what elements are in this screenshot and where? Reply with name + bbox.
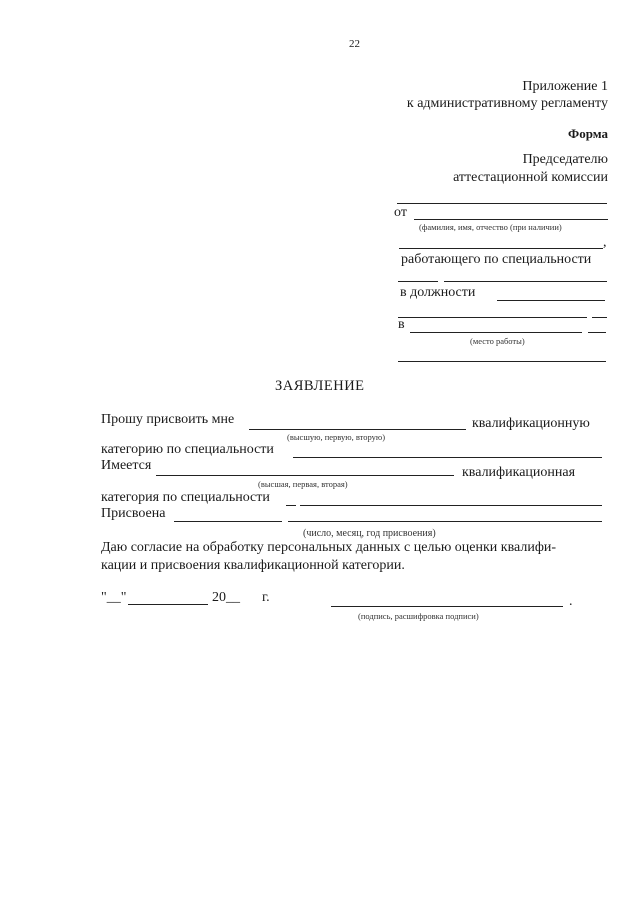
category-specialty2-field-a[interactable] (286, 505, 296, 506)
request-suffix: квалификационную (472, 416, 590, 431)
specialty-field-b[interactable] (444, 281, 607, 282)
has-suffix: квалификационная (462, 465, 576, 480)
specialty-field-a[interactable] (398, 281, 438, 282)
name-field-cont[interactable] (399, 248, 603, 249)
current-category-field[interactable] (156, 475, 454, 476)
consent-line2: кации и присвоения квалификационной категории. (101, 558, 405, 573)
assigned-label: Присвоена (101, 506, 166, 521)
form-label: Форма (568, 126, 608, 141)
consent-line1: Даю согласие на обработку персональных данных с целью оценки квалифи- (101, 540, 557, 555)
position-field-cont[interactable] (398, 317, 587, 318)
requested-category-field[interactable] (249, 429, 466, 430)
category-specialty-label: категорию по специальности (101, 442, 274, 457)
signature-hint: (подпись, расшифровка подписи) (358, 611, 479, 621)
assigned-field-b[interactable] (288, 521, 602, 522)
name-hint: (фамилия, имя, отчество (при наличии) (419, 222, 562, 232)
regulation-label: к административному регламенту (406, 96, 608, 111)
assigned-field-a[interactable] (174, 521, 282, 522)
date-month-field[interactable] (128, 604, 208, 605)
has-prefix: Имеется (101, 458, 152, 473)
workplace-field-b[interactable] (588, 332, 606, 333)
name-field[interactable] (414, 219, 608, 220)
request-hint: (высшую, первую, вторую) (287, 432, 386, 442)
year-suffix: г. (262, 590, 270, 605)
addressee-line2: аттестационной комиссии (453, 170, 608, 185)
signature-field[interactable] (331, 606, 563, 607)
page-number: 22 (349, 38, 360, 50)
signature-dot: . (569, 594, 573, 609)
position-field[interactable] (497, 300, 605, 301)
document-title: ЗАЯВЛЕНИЕ (275, 378, 365, 394)
comma: , (603, 235, 607, 250)
request-prefix: Прошу присвоить мне (101, 412, 235, 427)
date-day-field[interactable]: "__" (101, 590, 127, 605)
position-field-cont-b[interactable] (592, 317, 607, 318)
addressee-blank-line (397, 203, 607, 204)
category-specialty-field[interactable] (293, 457, 602, 458)
workplace-field-cont[interactable] (398, 361, 606, 362)
year-field[interactable]: 20__ (212, 590, 240, 605)
appendix-label: Приложение 1 (522, 79, 608, 94)
workplace-field[interactable] (410, 332, 582, 333)
in-label: в (398, 317, 405, 332)
assigned-hint: (число, месяц, год присвоения) (303, 528, 436, 539)
addressee-line1: Председателю (522, 152, 608, 167)
from-label: от (394, 205, 407, 220)
category-specialty2-field-b[interactable] (300, 505, 602, 506)
workplace-hint: (место работы) (470, 336, 525, 346)
position-label: в должности (400, 285, 476, 300)
category-specialty2-label: категория по специальности (101, 490, 270, 505)
working-by-specialty-label: работающего по специальности (401, 252, 592, 267)
has-hint: (высшая, первая, вторая) (258, 479, 348, 489)
